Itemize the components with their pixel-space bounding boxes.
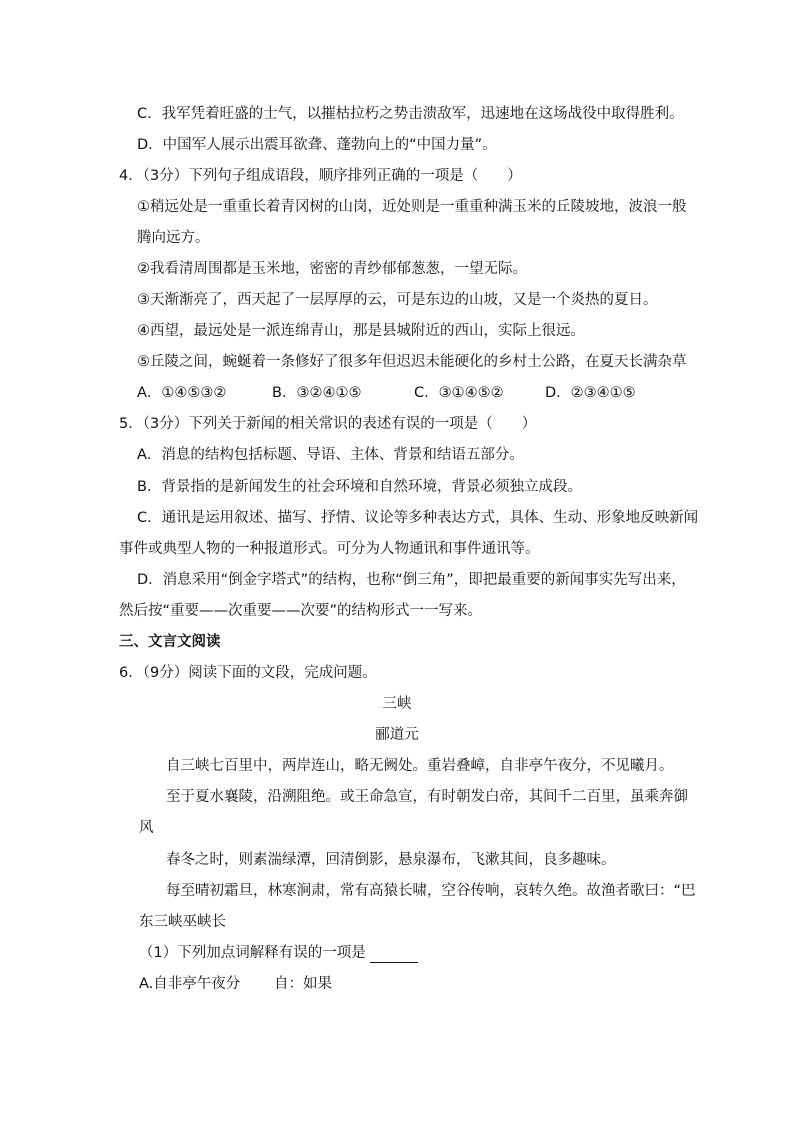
q6-subquestion-1-text: （1）下列加点词解释有误的一项是 [139, 945, 366, 961]
q5-option-c: C．通讯是运用叙述、描写、抒情、议论等多种表达方式，具体、生动、形象地反映新闻 [137, 510, 699, 526]
q5-option-b: B．背景指的是新闻发生的社会环境和自然环境，背景必须独立成段。 [137, 479, 582, 495]
q4-sentence-2: ②我看清周围都是玉米地，密密的青纱郁郁葱葱，一望无际。 [137, 261, 527, 277]
q4-sentence-1-cont: 腾向远方。 [137, 230, 210, 246]
q5-option-a: A．消息的结构包括标题、导语、主体、背景和结语五部分。 [137, 447, 524, 463]
section-heading: 三、文言文阅读 [119, 634, 221, 650]
q4-option-b: B．③②④①⑤ [272, 385, 362, 401]
passage-paragraph-2: 至于夏水襄陵，沿溯阻绝。或王命急宣，有时朝发白帝，其间千二百里，虽乘奔御 [166, 789, 688, 805]
q4-sentence-5: ⑤丘陵之间，蜿蜒着一条修好了很多年但迟迟未能硬化的乡村土公路，在夏天长满杂草 [137, 354, 687, 370]
q6-sub1-option-a-left: A.自非亭午夜分 [139, 976, 241, 992]
q4-sentence-4: ④西望，最远处是一派连绵青山，那是县城附近的西山，实际上很远。 [137, 323, 585, 339]
q6-sub1-option-a-right: 自：如果 [274, 976, 332, 992]
passage-paragraph-2-cont: 风 [139, 820, 154, 836]
q6-subquestion-1 [139, 943, 418, 963]
passage-title: 三峡 [382, 696, 412, 712]
passage-author: 郦道元 [375, 727, 419, 743]
q3-option-d: D．中国军人展示出震耳欲聋、蓬勃向上的“中国力量”。 [137, 137, 497, 153]
q4-option-a: A．①④⑤③② [137, 385, 227, 401]
q3-option-c: C．我军凭着旺盛的士气，以摧枯拉朽之势击溃敌军，迅速地在这场战役中取得胜利。 [137, 106, 684, 122]
q4-stem: 4．（3分）下列句子组成语段，顺序排列正确的一项是（ ） [119, 168, 522, 184]
q5-option-d-cont: 然后按“重要——次重要——次要”的结构形式一一写来。 [119, 603, 483, 619]
q4-option-d: D．②③④①⑤ [545, 385, 636, 401]
passage-paragraph-1: 自三峡七百里中，两岸连山，略无阙处。重岩叠嶂，自非亭午夜分，不见曦月。 [166, 758, 674, 774]
q4-sentence-1: ①稍远处是一重重长着青冈树的山岗，近处则是一重重种满玉米的丘陵坡地，波浪一般 [137, 199, 687, 215]
q5-option-c-cont: 事件或典型人物的一种报道形式。可分为人物通讯和事件通讯等。 [119, 541, 540, 557]
q5-stem: 5．（3分）下列关于新闻的相关常识的表述有误的一项是（ ） [119, 416, 537, 432]
q4-option-c: C．③①④⑤② [414, 385, 504, 401]
q4-sentence-3: ③天渐渐亮了，西天起了一层厚厚的云，可是东边的山坡，又是一个炎热的夏日。 [137, 292, 658, 308]
passage-paragraph-3: 春冬之时，则素湍绿潭，回清倒影，悬泉瀑布，飞漱其间，良多趣味。 [166, 852, 616, 868]
q6-stem: 6．（9分）阅读下面的文段，完成问题。 [119, 665, 377, 681]
passage-paragraph-4: 每至晴初霜旦，林寒涧肃，常有高猿长啸，空谷传响，哀转久绝。故渔者歌曰：“巴 [166, 883, 696, 899]
q5-option-d: D．消息采用“倒金字塔式”的结构，也称“倒三角”，即把最重要的新闻事实先写出来， [137, 572, 686, 588]
answer-blank[interactable] [370, 946, 418, 963]
passage-paragraph-4-cont: 东三峡巫峡长 [139, 914, 226, 930]
